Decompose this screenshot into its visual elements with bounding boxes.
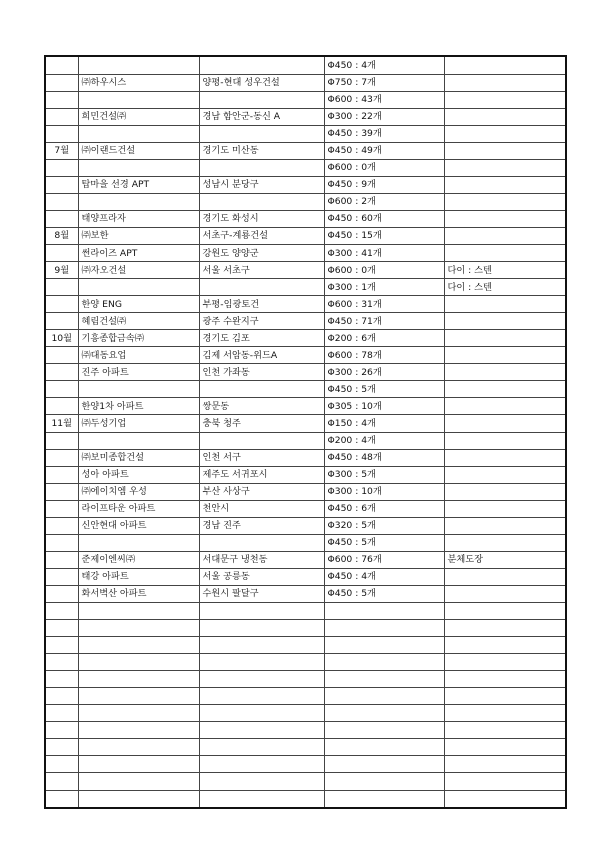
note-cell — [444, 688, 565, 705]
note-cell — [444, 466, 565, 483]
month-cell — [46, 568, 78, 585]
company-cell: ㈜에이치엠 우성 — [78, 483, 199, 500]
table-row — [46, 466, 565, 483]
spec-cell: Φ450 : 4개 — [324, 568, 444, 585]
location-cell: 충북 청주 — [199, 415, 324, 432]
table-row — [46, 500, 565, 517]
spec-cell: Φ450 : 5개 — [324, 381, 444, 398]
note-cell — [444, 790, 565, 807]
note-cell — [444, 159, 565, 176]
spec-cell: Φ450 : 9개 — [324, 176, 444, 193]
month-cell — [46, 466, 78, 483]
location-cell: 서초구-계룡건설 — [199, 227, 324, 244]
month-cell — [46, 108, 78, 125]
month-cell — [46, 296, 78, 313]
month-cell — [46, 534, 78, 551]
table-row — [46, 773, 565, 790]
month-cell — [46, 91, 78, 108]
table-row — [46, 108, 565, 125]
location-cell — [199, 790, 324, 807]
company-cell — [78, 432, 199, 449]
spec-cell: Φ300 : 22개 — [324, 108, 444, 125]
spec-cell — [324, 603, 444, 620]
spec-cell — [324, 620, 444, 637]
month-cell — [46, 603, 78, 620]
note-cell — [444, 483, 565, 500]
location-cell — [199, 57, 324, 74]
location-cell: 김제 서암동-위드A — [199, 347, 324, 364]
note-cell — [444, 739, 565, 756]
month-cell — [46, 722, 78, 739]
note-cell — [444, 364, 565, 381]
spec-cell: Φ600 : 43개 — [324, 91, 444, 108]
month-cell — [46, 176, 78, 193]
company-cell: ㈜두성기업 — [78, 415, 199, 432]
note-cell — [444, 74, 565, 91]
company-cell — [78, 722, 199, 739]
table-row — [46, 603, 565, 620]
table-row — [46, 517, 565, 534]
note-cell — [444, 500, 565, 517]
table-row — [46, 620, 565, 637]
table-row — [46, 585, 565, 602]
location-cell — [199, 603, 324, 620]
spec-cell — [324, 637, 444, 654]
table-row — [46, 432, 565, 449]
spec-cell — [324, 688, 444, 705]
note-cell — [444, 330, 565, 347]
location-cell — [199, 125, 324, 142]
company-cell: 썬라이즈 APT — [78, 245, 199, 262]
location-cell — [199, 91, 324, 108]
month-cell — [46, 483, 78, 500]
spec-cell: Φ450 : 49개 — [324, 142, 444, 159]
company-cell — [78, 688, 199, 705]
note-cell — [444, 722, 565, 739]
company-cell: 탑마을 선경 APT — [78, 176, 199, 193]
month-cell — [46, 74, 78, 91]
location-cell: 경남 진주 — [199, 517, 324, 534]
month-cell — [46, 551, 78, 568]
note-cell — [444, 671, 565, 688]
table-row — [46, 637, 565, 654]
table-row — [46, 313, 565, 330]
spec-cell — [324, 671, 444, 688]
note-cell — [444, 620, 565, 637]
spec-cell: Φ450 : 71개 — [324, 313, 444, 330]
spec-cell — [324, 790, 444, 807]
location-cell: 경남 함안군-동신 A — [199, 108, 324, 125]
company-cell: 준제이엔씨㈜ — [78, 551, 199, 568]
table-row — [46, 398, 565, 415]
spec-cell: Φ320 : 5개 — [324, 517, 444, 534]
table-row — [46, 330, 565, 347]
company-cell — [78, 773, 199, 790]
location-cell: 경기도 화성시 — [199, 210, 324, 227]
location-cell — [199, 381, 324, 398]
month-cell — [46, 381, 78, 398]
spec-cell: Φ600 : 31개 — [324, 296, 444, 313]
company-cell: 태양프라자 — [78, 210, 199, 227]
spec-cell: Φ600 : 76개 — [324, 551, 444, 568]
spec-cell: Φ300 : 5개 — [324, 466, 444, 483]
table-row — [46, 739, 565, 756]
month-cell: 9월 — [46, 262, 78, 279]
note-cell — [444, 108, 565, 125]
spec-cell: Φ600 : 0개 — [324, 262, 444, 279]
company-cell: ㈜자오건설 — [78, 262, 199, 279]
location-cell: 제주도 서귀포시 — [199, 466, 324, 483]
location-cell: 경기도 미산동 — [199, 142, 324, 159]
spec-cell: Φ750 : 7개 — [324, 74, 444, 91]
company-cell — [78, 91, 199, 108]
table-row — [46, 568, 565, 585]
month-cell: 7월 — [46, 142, 78, 159]
table-row — [46, 551, 565, 568]
records-sheet — [44, 55, 567, 809]
spec-cell — [324, 654, 444, 671]
location-cell: 인천 서구 — [199, 449, 324, 466]
company-cell — [78, 603, 199, 620]
spec-cell: Φ200 : 4개 — [324, 432, 444, 449]
table-row — [46, 449, 565, 466]
company-cell: 라이프타운 아파트 — [78, 500, 199, 517]
location-cell — [199, 620, 324, 637]
company-cell: 기흥종합금속㈜ — [78, 330, 199, 347]
location-cell — [199, 671, 324, 688]
spec-cell: Φ450 : 5개 — [324, 585, 444, 602]
location-cell — [199, 739, 324, 756]
note-cell — [444, 432, 565, 449]
month-cell — [46, 585, 78, 602]
table-row — [46, 193, 565, 210]
month-cell — [46, 637, 78, 654]
records-table-body — [46, 57, 565, 807]
spec-cell — [324, 705, 444, 722]
company-cell: 혜림건설㈜ — [78, 313, 199, 330]
location-cell — [199, 159, 324, 176]
note-cell — [444, 296, 565, 313]
month-cell — [46, 756, 78, 773]
table-row — [46, 790, 565, 807]
location-cell — [199, 705, 324, 722]
month-cell — [46, 705, 78, 722]
month-cell — [46, 313, 78, 330]
spec-cell: Φ450 : 39개 — [324, 125, 444, 142]
table-row — [46, 176, 565, 193]
month-cell — [46, 347, 78, 364]
location-cell: 수원시 팔달구 — [199, 585, 324, 602]
location-cell: 강원도 양양군 — [199, 245, 324, 262]
company-cell: 한양1차 아파트 — [78, 398, 199, 415]
spec-cell: Φ300 : 10개 — [324, 483, 444, 500]
month-cell: 8월 — [46, 227, 78, 244]
location-cell: 천안시 — [199, 500, 324, 517]
table-row — [46, 415, 565, 432]
spec-cell: Φ300 : 41개 — [324, 245, 444, 262]
table-row — [46, 654, 565, 671]
note-cell — [444, 176, 565, 193]
note-cell — [444, 773, 565, 790]
month-cell: 11월 — [46, 415, 78, 432]
table-row — [46, 688, 565, 705]
location-cell — [199, 534, 324, 551]
table-row — [46, 262, 565, 279]
table-row — [46, 364, 565, 381]
company-cell: 태강 아파트 — [78, 568, 199, 585]
company-cell: 희민건설㈜ — [78, 108, 199, 125]
location-cell: 서대문구 냉천동 — [199, 551, 324, 568]
table-row — [46, 245, 565, 262]
month-cell — [46, 671, 78, 688]
month-cell — [46, 688, 78, 705]
spec-cell: Φ450 : 48개 — [324, 449, 444, 466]
table-row — [46, 296, 565, 313]
location-cell — [199, 637, 324, 654]
note-cell — [444, 603, 565, 620]
note-cell — [444, 449, 565, 466]
company-cell — [78, 671, 199, 688]
company-cell — [78, 654, 199, 671]
company-cell — [78, 705, 199, 722]
month-cell — [46, 517, 78, 534]
month-cell — [46, 739, 78, 756]
table-row — [46, 347, 565, 364]
month-cell — [46, 245, 78, 262]
table-row — [46, 74, 565, 91]
spec-cell: Φ300 : 1개 — [324, 279, 444, 296]
table-row — [46, 159, 565, 176]
note-cell — [444, 245, 565, 262]
location-cell: 서울 서초구 — [199, 262, 324, 279]
table-row — [46, 483, 565, 500]
location-cell: 부평-임광토건 — [199, 296, 324, 313]
spec-cell: Φ600 : 2개 — [324, 193, 444, 210]
table-row — [46, 671, 565, 688]
table-row — [46, 91, 565, 108]
spec-cell: Φ450 : 4개 — [324, 57, 444, 74]
company-cell — [78, 756, 199, 773]
company-cell — [78, 534, 199, 551]
note-cell — [444, 585, 565, 602]
note-cell — [444, 347, 565, 364]
company-cell: 성아 아파트 — [78, 466, 199, 483]
location-cell — [199, 773, 324, 790]
spec-cell: Φ450 : 15개 — [324, 227, 444, 244]
note-cell: 분체도장 — [444, 551, 565, 568]
table-row — [46, 57, 565, 74]
month-cell: 10월 — [46, 330, 78, 347]
company-cell: ㈜대동요업 — [78, 347, 199, 364]
note-cell — [444, 415, 565, 432]
location-cell: 인천 가좌동 — [199, 364, 324, 381]
location-cell: 서울 공릉동 — [199, 568, 324, 585]
month-cell — [46, 57, 78, 74]
note-cell — [444, 517, 565, 534]
company-cell: 화서벽산 아파트 — [78, 585, 199, 602]
note-cell: 다이 : 스텐 — [444, 279, 565, 296]
month-cell — [46, 125, 78, 142]
table-row — [46, 279, 565, 296]
month-cell — [46, 193, 78, 210]
spec-cell: Φ200 : 6개 — [324, 330, 444, 347]
table-row — [46, 534, 565, 551]
note-cell — [444, 568, 565, 585]
records-table — [46, 57, 565, 807]
note-cell — [444, 91, 565, 108]
company-cell — [78, 381, 199, 398]
spec-cell — [324, 756, 444, 773]
note-cell — [444, 210, 565, 227]
spec-cell: Φ450 : 5개 — [324, 534, 444, 551]
note-cell — [444, 381, 565, 398]
month-cell — [46, 279, 78, 296]
note-cell — [444, 398, 565, 415]
table-row — [46, 756, 565, 773]
company-cell: 진주 아파트 — [78, 364, 199, 381]
location-cell: 경기도 김포 — [199, 330, 324, 347]
note-cell — [444, 57, 565, 74]
company-cell: ㈜하우시스 — [78, 74, 199, 91]
company-cell: ㈜보한 — [78, 227, 199, 244]
spec-cell: Φ305 : 10개 — [324, 398, 444, 415]
month-cell — [46, 398, 78, 415]
spec-cell: Φ450 : 60개 — [324, 210, 444, 227]
note-cell — [444, 227, 565, 244]
month-cell — [46, 159, 78, 176]
spec-cell: Φ300 : 26개 — [324, 364, 444, 381]
month-cell — [46, 500, 78, 517]
company-cell — [78, 57, 199, 74]
company-cell — [78, 159, 199, 176]
table-row — [46, 722, 565, 739]
month-cell — [46, 654, 78, 671]
table-row — [46, 381, 565, 398]
table-row — [46, 125, 565, 142]
table-row — [46, 227, 565, 244]
location-cell: 쌍문동 — [199, 398, 324, 415]
note-cell: 다이 : 스텐 — [444, 262, 565, 279]
note-cell — [444, 193, 565, 210]
company-cell: 신안현대 아파트 — [78, 517, 199, 534]
spec-cell: Φ450 : 6개 — [324, 500, 444, 517]
note-cell — [444, 705, 565, 722]
spec-cell: Φ150 : 4개 — [324, 415, 444, 432]
note-cell — [444, 313, 565, 330]
location-cell: 부산 사상구 — [199, 483, 324, 500]
month-cell — [46, 210, 78, 227]
company-cell — [78, 193, 199, 210]
location-cell — [199, 432, 324, 449]
location-cell — [199, 193, 324, 210]
company-cell — [78, 790, 199, 807]
location-cell — [199, 722, 324, 739]
month-cell — [46, 449, 78, 466]
table-row — [46, 142, 565, 159]
company-cell: 한양 ENG — [78, 296, 199, 313]
spec-cell: Φ600 : 0개 — [324, 159, 444, 176]
location-cell: 광주 수완지구 — [199, 313, 324, 330]
table-row — [46, 705, 565, 722]
month-cell — [46, 620, 78, 637]
note-cell — [444, 534, 565, 551]
company-cell: ㈜보미종합건설 — [78, 449, 199, 466]
spec-cell: Φ600 : 78개 — [324, 347, 444, 364]
company-cell: ㈜이랜드건설 — [78, 142, 199, 159]
spec-cell — [324, 739, 444, 756]
note-cell — [444, 125, 565, 142]
location-cell — [199, 654, 324, 671]
spec-cell — [324, 773, 444, 790]
note-cell — [444, 654, 565, 671]
note-cell — [444, 142, 565, 159]
company-cell — [78, 620, 199, 637]
company-cell — [78, 637, 199, 654]
company-cell — [78, 125, 199, 142]
month-cell — [46, 432, 78, 449]
table-row — [46, 210, 565, 227]
location-cell — [199, 756, 324, 773]
company-cell — [78, 739, 199, 756]
month-cell — [46, 364, 78, 381]
location-cell — [199, 688, 324, 705]
note-cell — [444, 756, 565, 773]
company-cell — [78, 279, 199, 296]
location-cell — [199, 279, 324, 296]
location-cell: 양평-현대 성우건설 — [199, 74, 324, 91]
spec-cell — [324, 722, 444, 739]
month-cell — [46, 790, 78, 807]
location-cell: 성남시 분당구 — [199, 176, 324, 193]
month-cell — [46, 773, 78, 790]
note-cell — [444, 637, 565, 654]
